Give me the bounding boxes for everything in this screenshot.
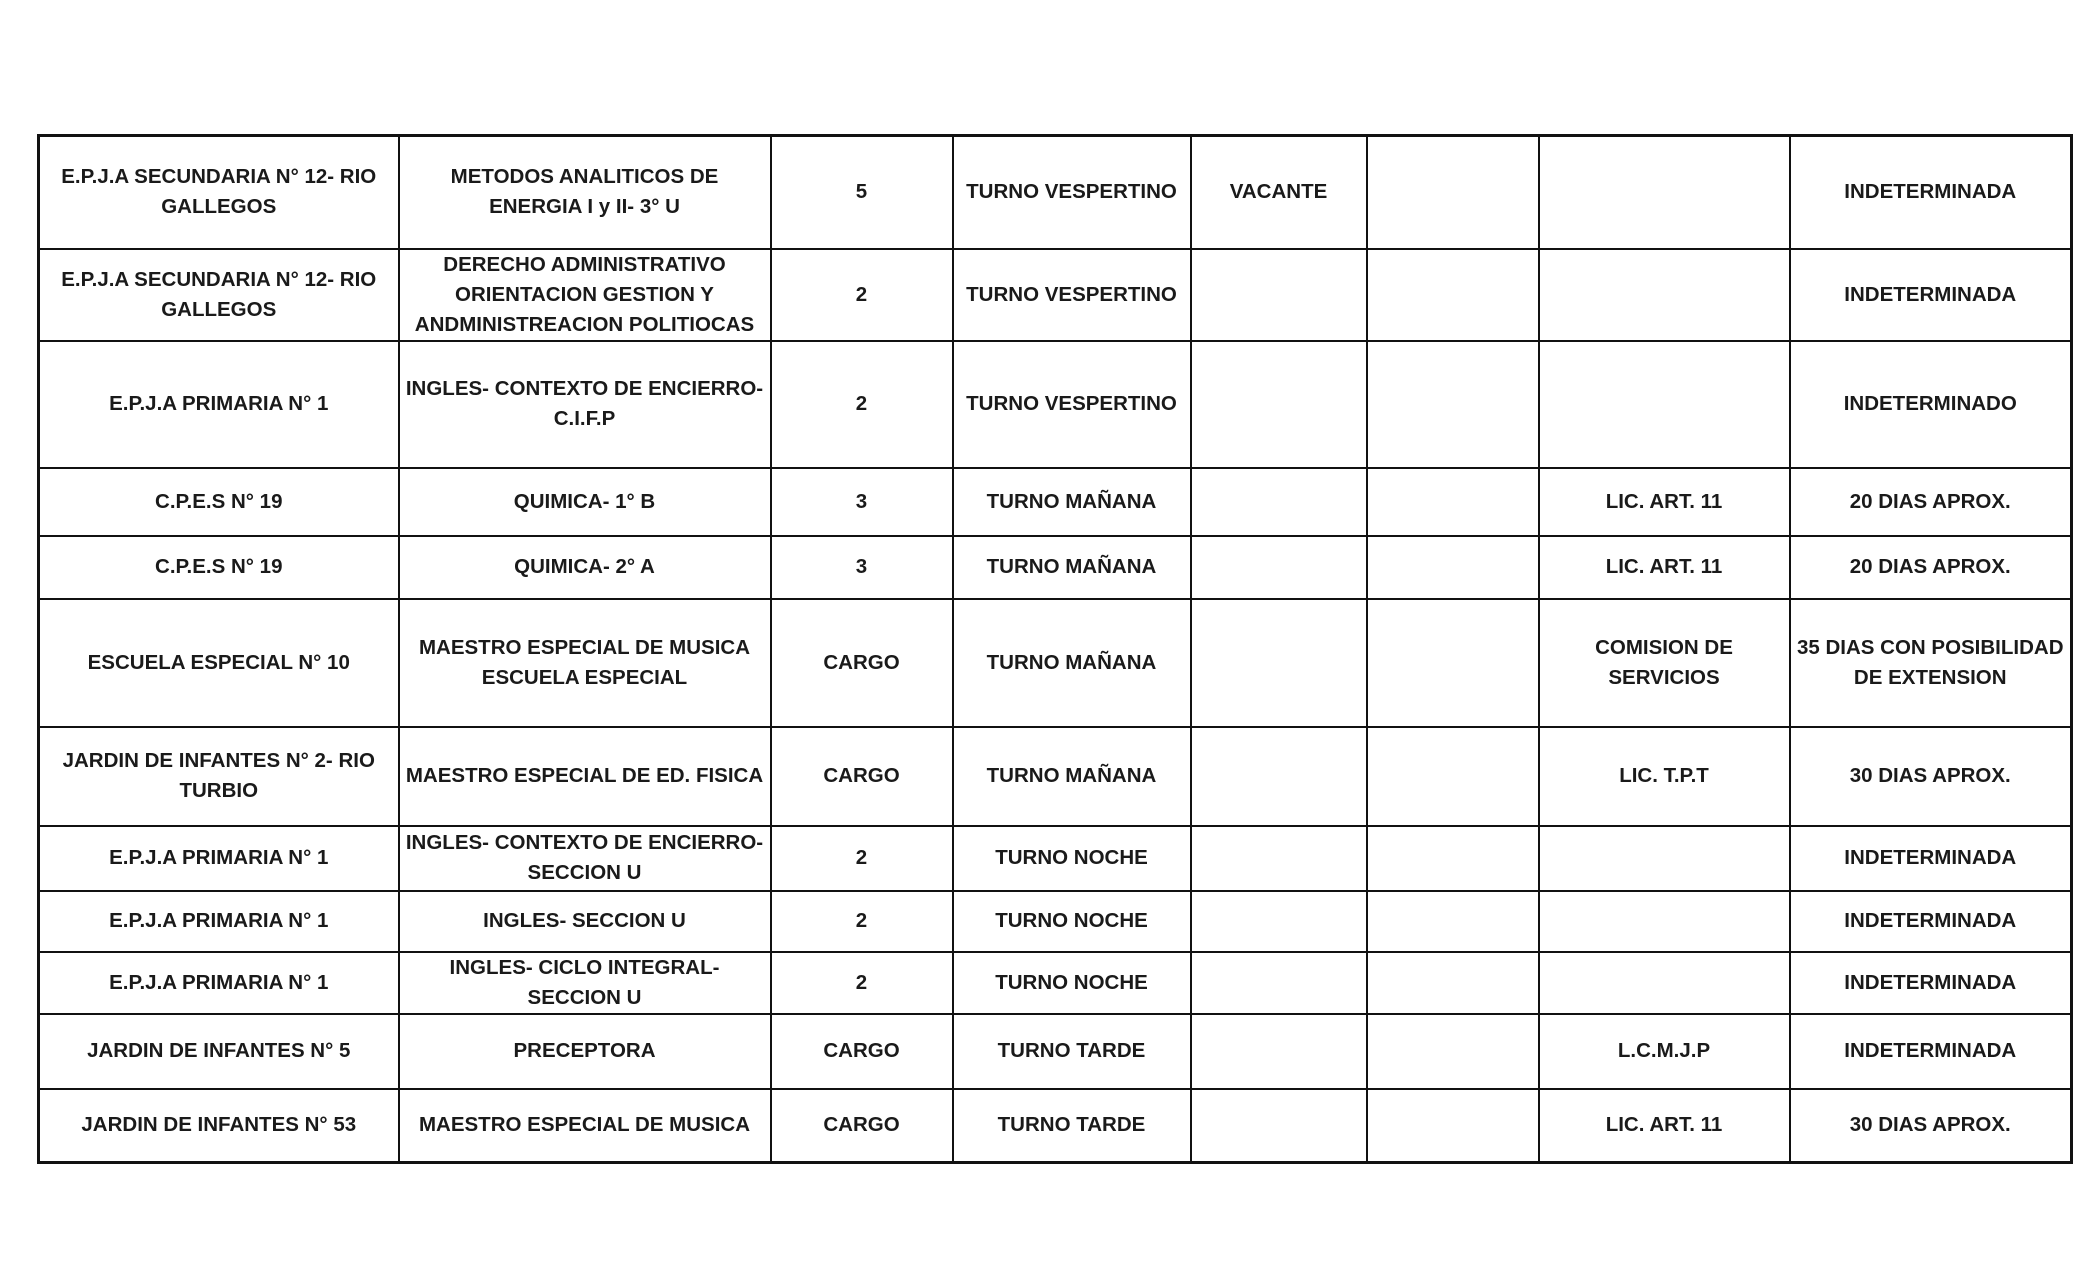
cell-duration: INDETERMINADA	[1790, 826, 2072, 891]
cell-school: E.P.J.A PRIMARIA N° 1	[39, 952, 399, 1014]
table-row	[39, 341, 2072, 468]
cell-extra	[1367, 1014, 1539, 1089]
cell-reason	[1539, 249, 1790, 341]
cell-hours: CARGO	[771, 1014, 953, 1089]
cell-school: E.P.J.A SECUNDARIA N° 12- RIO GALLEGOS	[39, 136, 399, 249]
cell-shift: TURNO TARDE	[953, 1014, 1191, 1089]
cell-school: JARDIN DE INFANTES N° 53	[39, 1089, 399, 1163]
cell-school: C.P.E.S N° 19	[39, 468, 399, 536]
cell-extra	[1367, 1089, 1539, 1163]
cell-duration: 20 DIAS APROX.	[1790, 536, 2072, 599]
cell-hours: 5	[771, 136, 953, 249]
cell-shift: TURNO VESPERTINO	[953, 136, 1191, 249]
cell-subject: INGLES- CICLO INTEGRAL- SECCION U	[399, 952, 771, 1014]
cell-status: VACANTE	[1191, 136, 1367, 249]
cell-subject: METODOS ANALITICOS DE ENERGIA I y II- 3° U	[399, 136, 771, 249]
cell-extra	[1367, 826, 1539, 891]
cell-status	[1191, 599, 1367, 727]
cell-subject: MAESTRO ESPECIAL DE MUSICA ESCUELA ESPECIAL	[399, 599, 771, 727]
cell-duration: INDETERMINADO	[1790, 341, 2072, 468]
cell-subject: PRECEPTORA	[399, 1014, 771, 1089]
cell-hours: 2	[771, 826, 953, 891]
cell-extra	[1367, 136, 1539, 249]
cell-duration: INDETERMINADA	[1790, 1014, 2072, 1089]
cell-shift: TURNO VESPERTINO	[953, 249, 1191, 341]
cell-status	[1191, 952, 1367, 1014]
table-row	[39, 1014, 2072, 1089]
cell-shift: TURNO TARDE	[953, 1089, 1191, 1163]
table-row	[39, 952, 2072, 1014]
cell-reason	[1539, 341, 1790, 468]
cell-status	[1191, 1089, 1367, 1163]
cell-hours: 2	[771, 341, 953, 468]
cell-duration: 30 DIAS APROX.	[1790, 1089, 2072, 1163]
cell-subject: QUIMICA- 1° B	[399, 468, 771, 536]
cell-duration: INDETERMINADA	[1790, 891, 2072, 952]
cell-status	[1191, 826, 1367, 891]
cell-subject: QUIMICA- 2° A	[399, 536, 771, 599]
cell-shift: TURNO VESPERTINO	[953, 341, 1191, 468]
cell-extra	[1367, 536, 1539, 599]
cell-reason: L.C.M.J.P	[1539, 1014, 1790, 1089]
cell-extra	[1367, 891, 1539, 952]
cell-shift: TURNO NOCHE	[953, 826, 1191, 891]
cell-reason: LIC. T.P.T	[1539, 727, 1790, 826]
cell-duration: INDETERMINADA	[1790, 952, 2072, 1014]
cell-shift: TURNO NOCHE	[953, 891, 1191, 952]
cell-extra	[1367, 341, 1539, 468]
cell-reason	[1539, 136, 1790, 249]
cell-status	[1191, 891, 1367, 952]
cell-subject: MAESTRO ESPECIAL DE ED. FISICA	[399, 727, 771, 826]
cell-shift: TURNO MAÑANA	[953, 536, 1191, 599]
cell-subject: INGLES- CONTEXTO DE ENCIERRO- C.I.F.P	[399, 341, 771, 468]
cell-duration: 30 DIAS APROX.	[1790, 727, 2072, 826]
cell-reason: LIC. ART. 11	[1539, 1089, 1790, 1163]
cell-reason: LIC. ART. 11	[1539, 468, 1790, 536]
cell-hours: 3	[771, 468, 953, 536]
cell-school: JARDIN DE INFANTES N° 2- RIO TURBIO	[39, 727, 399, 826]
table-row	[39, 826, 2072, 891]
vacancies-table	[37, 134, 2073, 1164]
cell-school: E.P.J.A SECUNDARIA N° 12- RIO GALLEGOS	[39, 249, 399, 341]
cell-hours: 3	[771, 536, 953, 599]
cell-extra	[1367, 952, 1539, 1014]
cell-school: JARDIN DE INFANTES N° 5	[39, 1014, 399, 1089]
cell-extra	[1367, 468, 1539, 536]
cell-reason	[1539, 891, 1790, 952]
cell-shift: TURNO MAÑANA	[953, 468, 1191, 536]
cell-status	[1191, 1014, 1367, 1089]
cell-extra	[1367, 249, 1539, 341]
cell-duration: INDETERMINADA	[1790, 249, 2072, 341]
cell-status	[1191, 468, 1367, 536]
cell-school: E.P.J.A PRIMARIA N° 1	[39, 341, 399, 468]
cell-duration: 35 DIAS CON POSIBILIDAD DE EXTENSION	[1790, 599, 2072, 727]
table-row	[39, 249, 2072, 341]
cell-status	[1191, 536, 1367, 599]
cell-reason	[1539, 826, 1790, 891]
cell-extra	[1367, 599, 1539, 727]
table-row	[39, 891, 2072, 952]
cell-reason	[1539, 952, 1790, 1014]
cell-duration: INDETERMINADA	[1790, 136, 2072, 249]
cell-hours: 2	[771, 952, 953, 1014]
cell-extra	[1367, 727, 1539, 826]
cell-reason: LIC. ART. 11	[1539, 536, 1790, 599]
cell-reason: COMISION DE SERVICIOS	[1539, 599, 1790, 727]
table-row	[39, 468, 2072, 536]
cell-hours: 2	[771, 249, 953, 341]
table-row	[39, 1089, 2072, 1163]
cell-shift: TURNO MAÑANA	[953, 599, 1191, 727]
cell-school: E.P.J.A PRIMARIA N° 1	[39, 826, 399, 891]
cell-hours: CARGO	[771, 727, 953, 826]
cell-shift: TURNO MAÑANA	[953, 727, 1191, 826]
table-body	[39, 136, 2072, 1163]
cell-status	[1191, 249, 1367, 341]
cell-subject: INGLES- SECCION U	[399, 891, 771, 952]
cell-hours: 2	[771, 891, 953, 952]
table-row	[39, 536, 2072, 599]
cell-hours: CARGO	[771, 599, 953, 727]
cell-status	[1191, 727, 1367, 826]
cell-shift: TURNO NOCHE	[953, 952, 1191, 1014]
cell-subject: INGLES- CONTEXTO DE ENCIERRO- SECCION U	[399, 826, 771, 891]
cell-hours: CARGO	[771, 1089, 953, 1163]
cell-status	[1191, 341, 1367, 468]
cell-duration: 20 DIAS APROX.	[1790, 468, 2072, 536]
cell-school: E.P.J.A PRIMARIA N° 1	[39, 891, 399, 952]
table-row	[39, 136, 2072, 249]
table-row	[39, 599, 2072, 727]
cell-subject: DERECHO ADMINISTRATIVO ORIENTACION GESTION Y ANDMINISTREACION POLITIOCAS	[399, 249, 771, 341]
cell-school: C.P.E.S N° 19	[39, 536, 399, 599]
cell-subject: MAESTRO ESPECIAL DE MUSICA	[399, 1089, 771, 1163]
table-row	[39, 727, 2072, 826]
cell-school: ESCUELA ESPECIAL N° 10	[39, 599, 399, 727]
